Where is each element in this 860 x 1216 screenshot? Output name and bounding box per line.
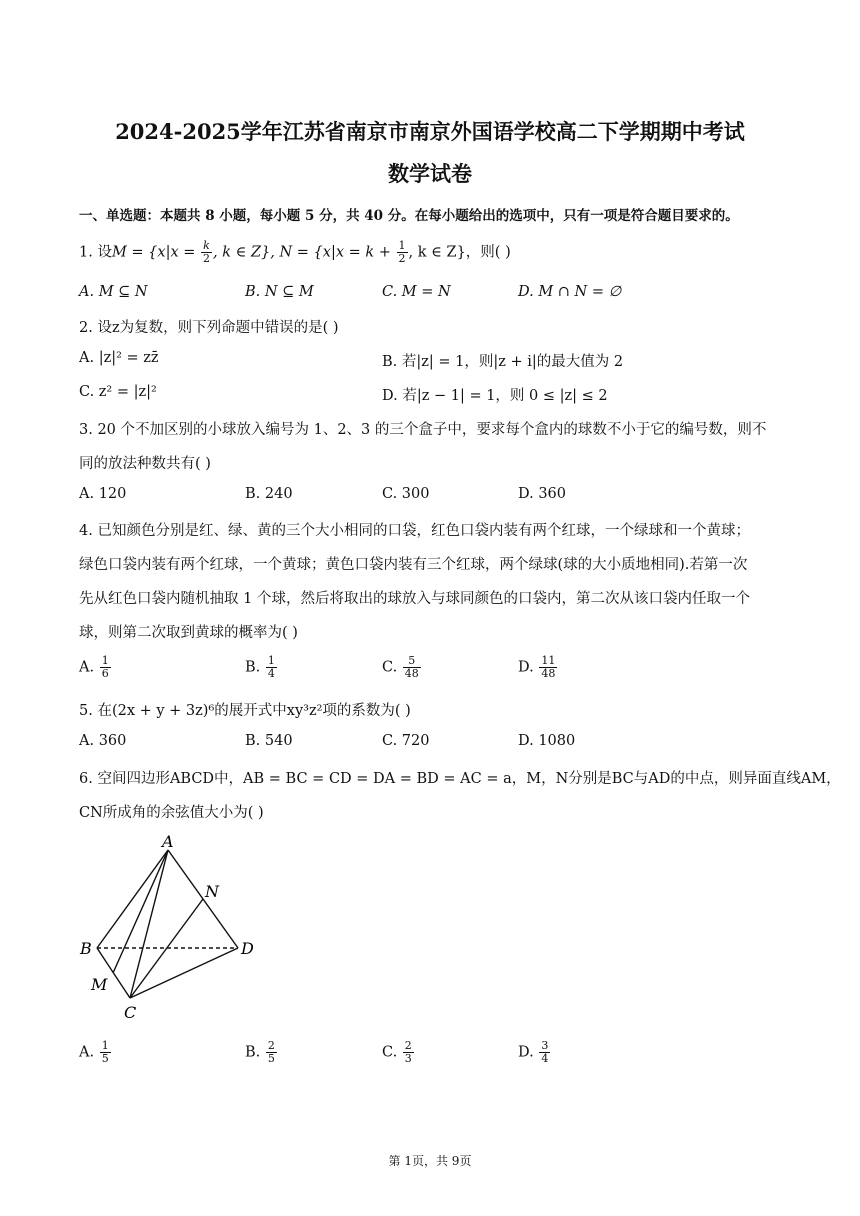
question-5-stem: 5. 在(2x + y + 3z)⁶的展开式中xy³z²项的系数为( ) (79, 703, 411, 719)
q4-a-den: 6 (101, 667, 109, 680)
q1-tail: , k ∈ Z}，则( ) (408, 244, 511, 261)
q1-option-c[interactable]: C. M = N (382, 284, 451, 300)
q3-option-c[interactable]: C. 300 (382, 486, 430, 502)
paper-subtitle: 数学试卷 (388, 161, 472, 186)
q4-option-c[interactable] (382, 655, 422, 680)
q4-c-label: C. (382, 659, 398, 676)
q4-c-num: 5 (403, 655, 421, 668)
q4-option-b[interactable] (245, 655, 278, 680)
q1-option-b[interactable]: B. N ⊆ M (245, 284, 314, 300)
tetrahedron-diagram (70, 830, 280, 1025)
q2-option-c[interactable]: C. z² = |z|² (79, 384, 157, 400)
q4-d-frac (539, 655, 557, 680)
q4-a-num: 1 (101, 654, 109, 667)
question-4-line-2: 绿色口袋内装有两个红球，一个黄球；黄色口袋内装有三个红球，两个绿球(球的大小质地相同).若第一次 (79, 557, 748, 573)
q6-c-num: 2 (404, 1039, 412, 1052)
label-n: N (205, 882, 219, 901)
q6-b-num: 2 (267, 1039, 275, 1052)
q5-option-d[interactable]: D. 1080 (518, 733, 576, 749)
q5-option-c[interactable]: C. 720 (382, 733, 430, 749)
question-4-line-3: 先从红色口袋内随机抽取 1 个球，然后将取出的球放入与球同颜色的口袋内，第二次从该口袋内任取一个 (79, 591, 750, 607)
q1-set-n: , k ∈ Z}, N = {x|x = k + (213, 244, 396, 261)
q6-d-den: 4 (541, 1052, 549, 1065)
label-b: B (80, 939, 92, 958)
question-4-line-4: 球，则第二次取到黄球的概率为( ) (79, 625, 298, 641)
edge-ac (130, 850, 168, 998)
q1-option-d[interactable]: D. M ∩ N = ∅ (518, 284, 622, 300)
q6-a-label: A. (79, 1044, 95, 1061)
q5-option-a[interactable]: A. 360 (79, 733, 127, 749)
q4-d-den: 48 (541, 667, 556, 680)
q2-option-b[interactable]: B. 若|z| = 1，则|z + i|的最大值为 2 (382, 354, 624, 370)
question-6-line-1: 6. 空间四边形ABCD中，AB = BC = CD = DA = BD = AC = a，M，N分别是BC与AD的中点，则异面直线AM， (79, 771, 841, 787)
q4-d-num: 11 (541, 654, 556, 667)
q5-option-b[interactable]: B. 540 (245, 733, 293, 749)
q4-c-den: 48 (404, 667, 419, 680)
label-d: D (241, 939, 254, 958)
q4-c-frac (403, 655, 421, 680)
label-m: M (91, 975, 108, 994)
q4-option-d[interactable] (518, 655, 558, 680)
q6-option-b[interactable] (245, 1040, 278, 1065)
q4-b-frac (266, 655, 277, 680)
question-3-line-2: 同的放法种数共有( ) (79, 456, 211, 472)
q4-a-frac (100, 655, 111, 680)
q2-option-d[interactable]: D. 若|z − 1| = 1，则 0 ≤ |z| ≤ 2 (382, 388, 608, 404)
question-6-line-2: CN所成角的余弦值大小为( ) (79, 805, 264, 821)
q1-prefix: 1. 设 (79, 244, 112, 261)
q3-option-b[interactable]: B. 240 (245, 486, 293, 502)
q6-option-c[interactable] (382, 1040, 415, 1065)
q1-frac2-num: 1 (398, 239, 406, 252)
q6-b-den: 5 (267, 1052, 275, 1065)
q6-a-num: 1 (101, 1039, 109, 1052)
q4-option-a[interactable] (79, 655, 112, 680)
q6-option-d[interactable] (518, 1040, 551, 1065)
section-heading: 一、单选题：本题共 8 小题，每小题 5 分，共 40 分。在每小题给出的选项中，只有一项是符合题目要求的。 (79, 208, 739, 224)
q1-option-a[interactable]: A. M ⊆ N (79, 284, 148, 300)
edge-cd (130, 948, 238, 998)
edge-ab (97, 850, 168, 948)
q6-option-a[interactable] (79, 1040, 112, 1065)
q4-b-label: B. (245, 659, 261, 676)
question-4-line-1: 4. 已知颜色分别是红、绿、黄的三个大小相同的口袋，红色口袋内装有两个红球，一个绿球和一个黄球； (79, 523, 750, 539)
q6-d-label: D. (518, 1044, 534, 1061)
question-3-line-1: 3. 20 个不加区别的小球放入编号为 1、2、3 的三个盒子中，要求每个盒内的球数不小于它的编号数，则不 (79, 422, 767, 438)
q1-frac-12 (397, 240, 408, 265)
label-a: A (162, 832, 174, 851)
question-1-stem (79, 240, 511, 265)
q1-frac-den: 2 (203, 252, 211, 265)
q6-b-label: B. (245, 1044, 261, 1061)
paper-title: 2024-2025学年江苏省南京市南京外国语学校高二下学期期中考试 (115, 119, 745, 144)
q1-frac2-den: 2 (398, 252, 406, 265)
q4-b-num: 1 (267, 654, 275, 667)
q6-c-den: 3 (404, 1052, 412, 1065)
q4-b-den: 4 (267, 667, 275, 680)
q3-option-a[interactable]: A. 120 (79, 486, 127, 502)
q6-d-num: 3 (541, 1039, 549, 1052)
q1-frac-num: k (201, 240, 212, 253)
q6-c-frac (403, 1040, 414, 1065)
q4-a-label: A. (79, 659, 95, 676)
q6-a-den: 5 (101, 1052, 109, 1065)
q6-c-label: C. (382, 1044, 398, 1061)
question-2-stem: 2. 设z为复数，则下列命题中错误的是( ) (79, 320, 339, 336)
q6-b-frac (266, 1040, 277, 1065)
page-footer: 第 1页，共 9页 (388, 1154, 472, 1168)
q4-d-label: D. (518, 659, 534, 676)
q3-option-d[interactable]: D. 360 (518, 486, 567, 502)
tetrahedron-edges (97, 850, 238, 998)
q6-d-frac (539, 1040, 550, 1065)
q1-frac-k2 (201, 240, 212, 265)
q1-set-m: M = {x|x = (111, 244, 201, 261)
label-c: C (124, 1003, 137, 1022)
q2-option-a[interactable]: A. |z|² = zz̄ (79, 350, 159, 366)
q6-a-frac (100, 1040, 111, 1065)
